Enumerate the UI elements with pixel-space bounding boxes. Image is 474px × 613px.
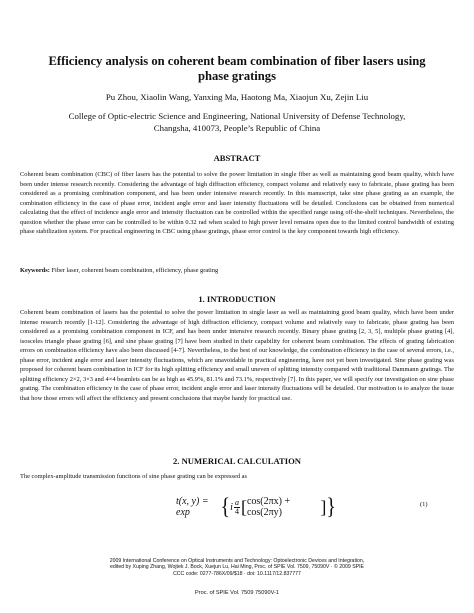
paper-title: Efficiency analysis on coherent beam combination of fiber lasers using phase gratings [48, 54, 426, 83]
affiliation-line-1: College of Optic-electric Science and Engineering, National University of Defense Technology, [68, 111, 406, 121]
footer-line-3: CCC code: 0277-786X/09/$18 · doi: 10.1117/12.837777 [173, 570, 301, 577]
footer-line-1: 2009 International Conference on Optical Instruments and Technology: Optoelectronic Devices and Integration, [109, 558, 365, 564]
affiliation-line-2: Changsha, 410073, People’s Republic of China [153, 123, 321, 133]
equation-body: cos(2πx) + cos(2πy) [246, 496, 291, 518]
equation-frac-num: a [234, 497, 239, 507]
page-footer: Proc. of SPIE Vol. 7509 75090V-1 [195, 590, 279, 596]
keywords-text: Fiber laser, coherent beam combination, efficiency, phase grating [51, 267, 219, 274]
equation-open-brace: { [220, 494, 231, 520]
section-2-text: The complex-amplitude transmission functions of sine phase grating can be expressed as [20, 473, 247, 480]
author-list: Pu Zhou, Xiaolin Wang, Yanxing Ma, Haotong Ma, Xiaojun Xu, Zejin Liu [105, 92, 369, 102]
section-1-text: Coherent beam combination of lasers has the potential to solve the power limitation in single laser as well as maintaining good beam quality, which have been under intense research recently [1-12]. Considering the advantage of high diffraction efficiency, compact volume and relatively easy to fabricate, phase grating has been considered as a promising combination component in ICF, and has been under intensive research recently. Binary phase grating [2, 3, 5], multiple phase grating [4], isosceles triangle phase grating [6], and sine phase grating [7] have been studied in their capability for coherent beam combination. The effects of grating fabrication errors on combination efficiency have also been discussed [4-7]. Nevertheless, to the best of our knowledge, the combination efficiency in the case of several errors, i.e., phase error, incident angle error and laser intensity fluctuations, which are unavoidable in practical engineering, have not yet been investigated. Sine phase grating was proposed for coherent beam combination in ICF for its high splitting efficiency and small uneven of splitting intensity compared with traditional Dammann gratings. The splitting efficiency 2×2, 3×3 and 4×4 beamlets can be as high as 45.9%, 81.1% and 73.1%, respectively [7]. In this paper, we will specify our investigation on sine phase grating. The combination efficiency in the case of phase error, incident angle error and laser intensity fluctuations will be detailed. Our motivation is to analyze the issue that how those errors will affect the efficiency and present conclusions that maybe handy for practical use. [20, 309, 454, 402]
equation-close-brace: } [326, 494, 336, 520]
affiliation [20, 110, 454, 134]
abstract-text: Coherent beam combination (CBC) of fiber lasers has the potential to solve the power limitation in single fiber as well as maintaining good beam quality, which have been under intense research recently. Considering the advantage of high diffraction efficiency, compact volume and relatively easy to fabricate, phase grating has been considered as a promising combination component, and has been under intensive research recently. In this manuscript, take sine phase grating as an example, the combination efficiency in the case of phase error, incident angle error and laser intensity fluctuations will be detailed. Conclusions can be obtained from numerical calculating that the effect of incidence angle error and intensity fluctuation can be controlled within the specified range using off-the-shelf techniques. Nevertheless, the question whether the phase error can be controlled to be within 0.32 rad when scaled to high power level remains open due to the limited control bandwidth of existing phase stabilization system. For practical engineering in CBC using phase gratings, phase error control is the key component towards high efficiency. [20, 171, 454, 235]
conference-footer [20, 558, 454, 577]
keywords-label: Keywords: [20, 267, 50, 274]
equation-number: (1) [420, 501, 428, 508]
equation-frac-den: 4 [234, 506, 239, 516]
equation-imag-unit: i [230, 501, 233, 513]
section-1-heading: 1. INTRODUCTION [198, 294, 276, 304]
equation-open-bracket: [ [240, 497, 247, 517]
equation-close-bracket: ] [320, 497, 327, 517]
equation-1 [176, 494, 336, 520]
section-2-heading: 2. NUMERICAL CALCULATION [172, 456, 302, 466]
equation-fraction [234, 499, 240, 516]
equation-lhs: t(x, y) = exp [176, 496, 209, 518]
keywords [20, 266, 454, 276]
footer-line-2: edited by Xuping Zhang, Wojtek J. Bock, Xuejun Lu, Hai Ming, Proc. of SPIE Vol. 7509, 75090V · © 2009 SPIE [109, 564, 365, 571]
abstract-heading: ABSTRACT [213, 153, 261, 163]
